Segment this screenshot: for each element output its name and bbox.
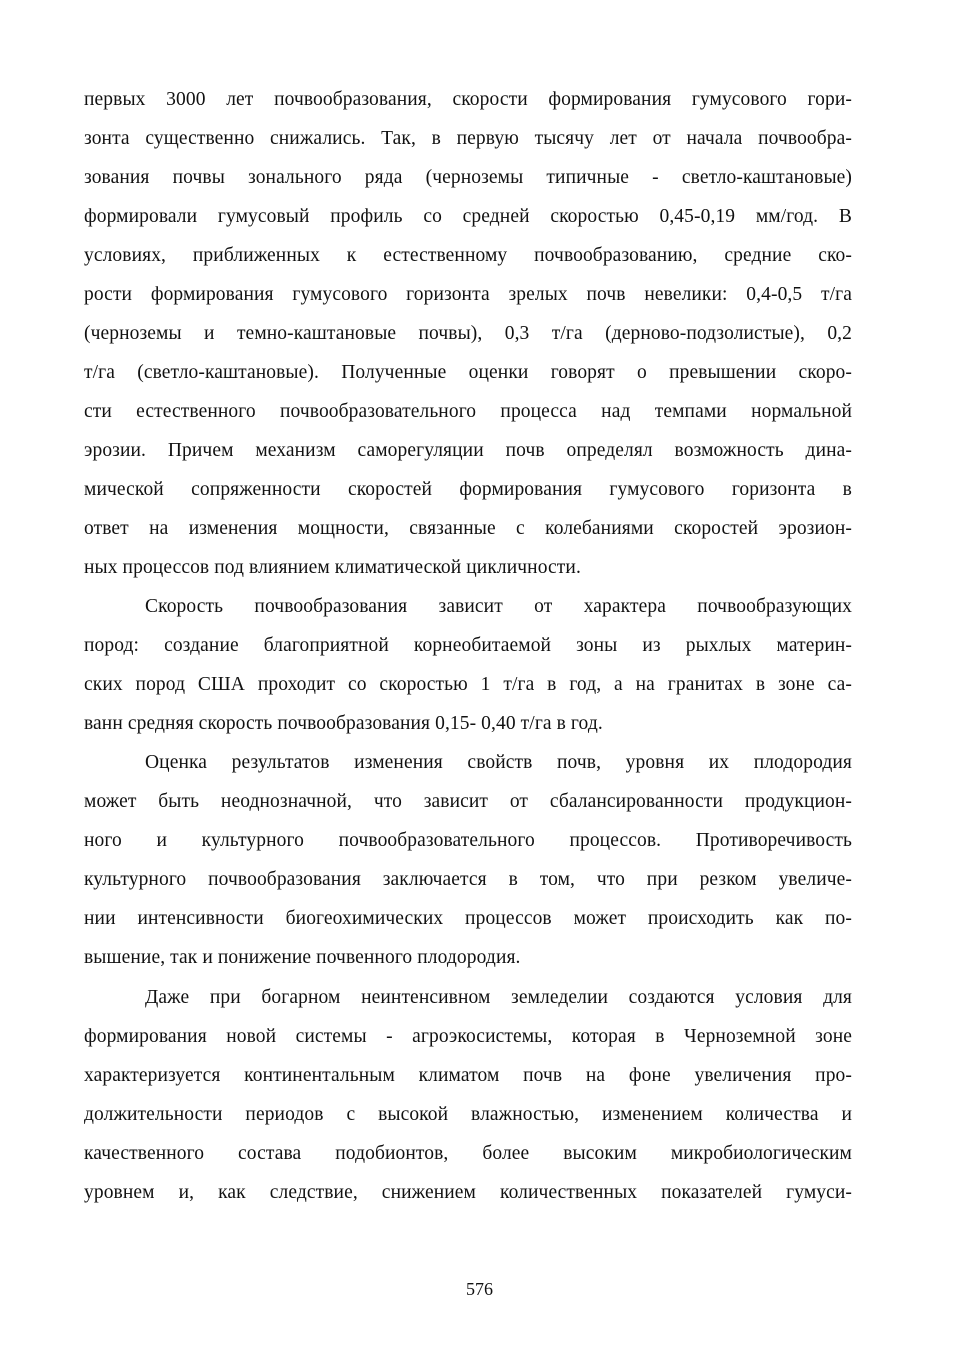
text-line: пород: создание благоприятной корнеобитаемой зоны из рыхлых материн- <box>84 635 852 656</box>
text-line: Оценка результатов изменения свойств почв, уровня их плодородия <box>145 752 852 773</box>
text-line: характеризуется континентальным климатом почв на фоне увеличения про- <box>84 1065 852 1086</box>
text-line: может быть неоднозначной, что зависит от сбалансированности продукцион- <box>84 791 852 812</box>
text-line: должительности периодов с высокой влажностью, изменением количества и <box>84 1104 852 1125</box>
text-line: (черноземы и темно-каштановые почвы), 0,3 т/га (дерново-подзолистые), 0,2 <box>84 323 852 344</box>
text-line: т/га (светло-каштановые). Полученные оценки говорят о превышении скоро- <box>84 362 852 383</box>
text-line: зонта существенно снижались. Так, в первую тысячу лет от начала почвообра- <box>84 128 852 149</box>
text-line: условиях, приближенных к естественному почвообразованию, средние ско- <box>84 245 852 266</box>
text-line: ских пород США проходит со скоростью 1 т/га в год, а на гранитах в зоне са- <box>84 674 852 695</box>
text-line: рости формирования гумусового горизонта зрелых почв невелики: 0,4-0,5 т/га <box>84 284 852 305</box>
text-line: ванн средняя скорость почвообразования 0,15- 0,40 т/га в год. <box>84 713 603 734</box>
text-line: уровнем и, как следствие, снижением количественных показателей гумуси- <box>84 1182 852 1203</box>
text-line: Даже при богарном неинтенсивном земледелии создаются условия для <box>145 987 852 1008</box>
text-line: ного и культурного почвообразовательного процессов. Противоречивость <box>84 830 852 851</box>
text-line: первых 3000 лет почвообразования, скорости формирования гумусового гори- <box>84 89 852 110</box>
text-line: нии интенсивности биогеохимических процессов может происходить как по- <box>84 908 852 929</box>
text-line: формировали гумусовый профиль со средней скоростью 0,45-0,19 мм/год. В <box>84 206 852 227</box>
text-line: сти естественного почвообразовательного процесса над темпами нормальной <box>84 401 852 422</box>
text-line: формирования новой системы - агроэкосистемы, которая в Черноземной зоне <box>84 1026 852 1047</box>
text-line: вышение, так и понижение почвенного плодородия. <box>84 947 521 968</box>
text-line: Скорость почвообразования зависит от характера почвообразующих <box>145 596 852 617</box>
page-number: 576 <box>466 1279 493 1299</box>
text-line: мической сопряженности скоростей формирования гумусового горизонта в <box>84 479 852 500</box>
text-line: ответ на изменения мощности, связанные с колебаниями скоростей эрозион- <box>84 518 852 539</box>
text-line: культурного почвообразования заключается в том, что при резком увеличе- <box>84 869 852 890</box>
text-line: качественного состава подобионтов, более высоким микробиологическим <box>84 1143 852 1164</box>
text-line: зования почвы зонального ряда (черноземы типичные - светло-каштановые) <box>84 167 852 188</box>
text-line: ных процессов под влиянием климатической цикличности. <box>84 557 581 578</box>
text-line: эрозии. Причем механизм саморегуляции почв определял возможность дина- <box>84 440 852 461</box>
